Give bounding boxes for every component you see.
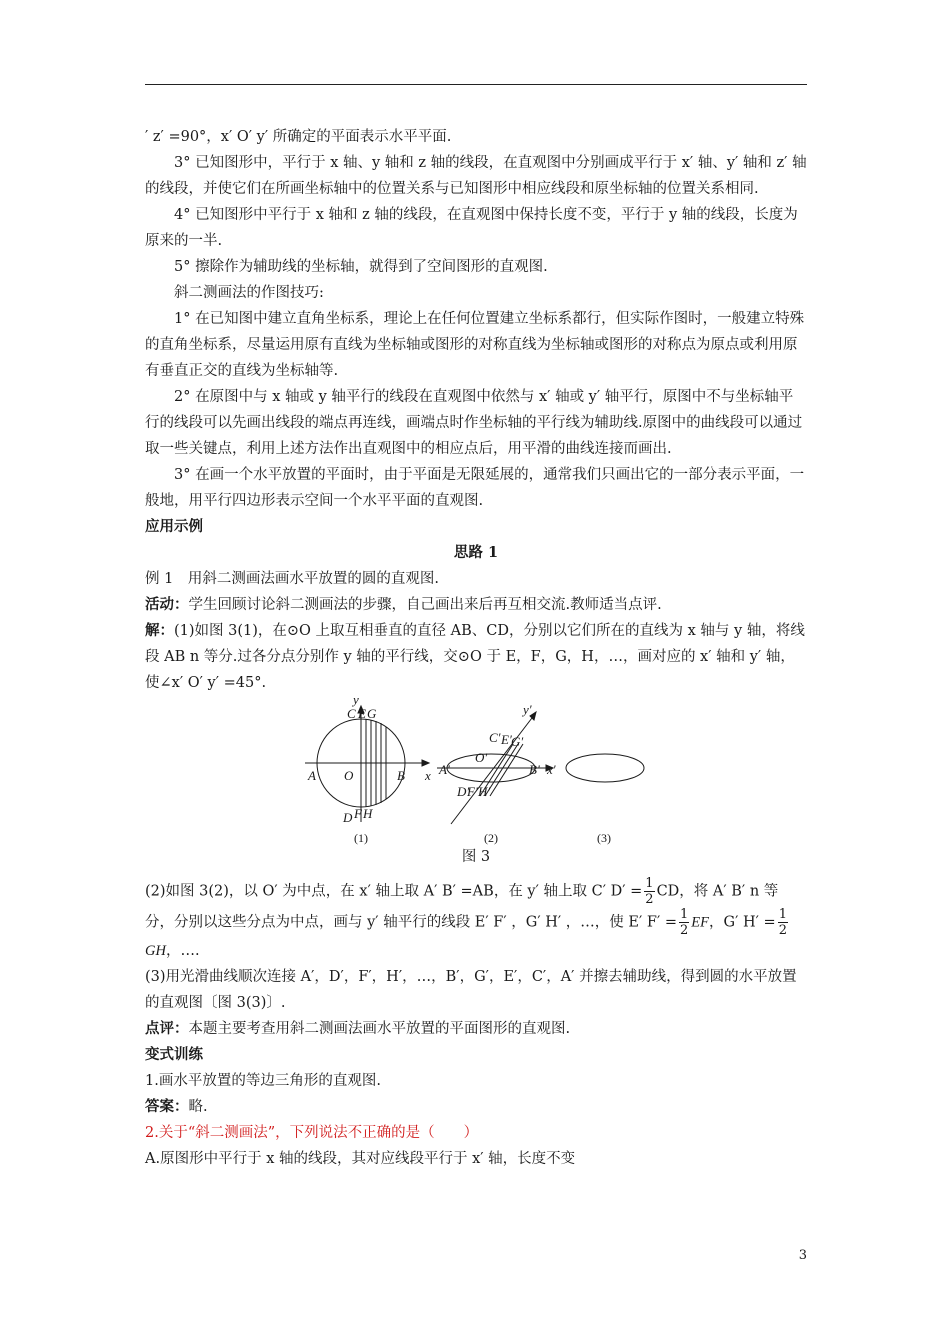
option-a: A.原图形中平行于 x 轴的线段，其对应线段平行于 x′ 轴，长度不变 xyxy=(145,1151,576,1167)
review-text: 本题主要考查用斜二测画法画水平放置的平面图形的直观图. xyxy=(188,1021,571,1037)
label-C: C xyxy=(347,706,356,721)
fraction-numerator: 1 xyxy=(680,907,689,922)
label-E-prime: E′ xyxy=(501,732,512,747)
exercise-2: 2.关于“斜二测画法”，下列说法不正确的是（ ） xyxy=(145,1125,479,1141)
label-y-prime: y′ xyxy=(523,702,532,717)
solution-step-1: (1)如图 3(1)，在⊙O 上取互相垂直的直径 AB、CD，分别以它们所在的直线为 x 轴与 y 轴，将线段 AB n 等分.过各分点分别作 y 轴的平行线，交⊙O 于 E，F，G，H，…，画对应的 x′ 轴和 y′ 轴，使∠x′ O′ y′ =45°. xyxy=(145,623,805,691)
paragraph: 4° 已知图形中平行于 x 轴和 z 轴的线段，在直观图中保持长度不变，平行于 y 轴的线段，长度为原来的一半. xyxy=(145,207,798,249)
figure-caption: 图 3 xyxy=(461,849,491,865)
label-G: G xyxy=(367,706,377,721)
label-O-prime: O′ xyxy=(475,750,488,765)
activity-text: 学生回顾讨论斜二测画法的步骤，自己画出来后再互相交流.教师适当点评. xyxy=(188,597,662,613)
section-heading-application: 应用示例 xyxy=(145,518,203,535)
subsection-heading-idea: 思路 1 xyxy=(453,544,499,561)
fraction-numerator: 1 xyxy=(778,907,787,922)
figure-panel-2-labels xyxy=(438,702,556,845)
exercise-1: 1.画水平放置的等边三角形的直观图. xyxy=(145,1073,381,1089)
math-EF: EF xyxy=(691,914,709,931)
paragraph: 1° 在已知图中建立直角坐标系，理论上在任何位置建立坐标系都行，但实际作图时，一般建立特殊的直角坐标系，尽量运用原有直线为坐标轴或图形的对称直线为坐标轴或图形的对称点为原点或利用原有垂直正交的直线为坐标轴等. xyxy=(145,311,805,379)
solution-step-2-text: ，G′ H′ = xyxy=(709,914,776,931)
figure-3-svg xyxy=(145,692,807,845)
fraction-one-half xyxy=(679,907,689,938)
label-B-prime: B′ xyxy=(529,762,540,777)
figure-panel-1 xyxy=(305,706,429,822)
label-O: O xyxy=(344,768,354,783)
paragraph: 2° 在原图中与 x 轴或 y 轴平行的线段在直观图中依然与 x′ 轴或 y′ 轴平行，原图中不与坐标轴平行的线段可以先画出线段的端点再连线，画端点时作坐标轴的平行线为辅助线.原图中的曲线段可以通过取一些关键点，利用上述方法作出直观图中的相应点后，用平滑的曲线连接而画出. xyxy=(145,389,803,457)
caption-panel-1: (1) xyxy=(354,831,368,845)
figure-panel-3 xyxy=(566,754,644,782)
label-B: B xyxy=(397,768,405,783)
label-A-prime: A′ xyxy=(439,762,450,777)
activity-label: 活动： xyxy=(145,596,189,613)
answer-paragraph xyxy=(145,1094,807,1120)
figure-3 xyxy=(145,692,807,845)
paragraph: 3° 已知图形中，平行于 x 轴、y 轴和 z 轴的线段，在直观图中分别画成平行于 x′ 轴、y′ 轴和 z′ 轴的线段，并使它们在所画坐标轴中的位置关系与已知图形中相应线段和原坐标轴的位置关系相同. xyxy=(145,155,807,197)
ellipse-result xyxy=(566,754,644,782)
solution-step-3: (3)用光滑曲线顺次连接 A′，D′，F′，H′，…，B′，G′，E′，C′，A′ 并擦去辅助线，得到圆的水平放置的直观图〔图 3(3)〕. xyxy=(145,969,797,1011)
math-GH: GH xyxy=(145,943,166,959)
fraction-numerator: 1 xyxy=(645,876,654,891)
example-title: 例 1 用斜二测画法画水平放置的圆的直观图. xyxy=(145,571,439,587)
solution-step-2-text: ，…. xyxy=(165,943,200,959)
header-rule xyxy=(145,84,807,85)
caption-panel-3: (3) xyxy=(597,831,611,845)
label-F-prime: F′ xyxy=(467,784,478,799)
page-number: 3 xyxy=(798,1248,807,1263)
solution-paragraph xyxy=(145,618,807,696)
label-D: D xyxy=(343,810,353,825)
fraction-one-half xyxy=(644,876,654,907)
fraction-denominator: 2 xyxy=(645,892,654,907)
section-heading-variation: 变式训练 xyxy=(145,1046,203,1063)
answer-label: 答案： xyxy=(145,1098,189,1115)
activity-paragraph xyxy=(145,592,807,618)
fraction-one-half xyxy=(778,907,788,938)
review-paragraph xyxy=(145,1016,807,1042)
text-line: ′ z′ =90°，x′ O′ y′ 所确定的平面表示水平平面. xyxy=(145,129,452,145)
answer-text: 略. xyxy=(188,1099,208,1115)
label-F: F xyxy=(354,806,362,821)
label-A: A xyxy=(308,768,316,783)
solution-step-2 xyxy=(145,876,807,964)
x-axis-arrow xyxy=(422,760,429,766)
label-D-prime: D′ xyxy=(457,784,470,799)
solution-label: 解： xyxy=(145,622,174,639)
label-E: E xyxy=(358,706,366,721)
label-H-prime: H′ xyxy=(478,784,491,799)
paragraph: 5° 擦除作为辅助线的坐标轴，就得到了空间图形的直观图. xyxy=(174,259,548,275)
caption-panel-2: (2) xyxy=(484,831,498,845)
figure-panel-1-labels xyxy=(307,692,431,845)
paragraph: 3° 在画一个水平放置的平面时，由于平面是无限延展的，通常我们只画出它的一部分表示平面，一般地，用平行四边形表示空间一个水平平面的直观图. xyxy=(145,467,805,509)
fraction-denominator: 2 xyxy=(778,923,787,938)
fraction-denominator: 2 xyxy=(680,923,689,938)
label-G-prime: G′ xyxy=(511,734,524,749)
label-x: x xyxy=(425,768,431,783)
solution-step-2-text: CD，将 A′ B′ n 等分，分别以这些分点为中点，画与 y′ 轴平行的线段 E′ F′ ，G′ H′ ，…，使 E′ F′ = xyxy=(145,883,779,931)
paragraph: 斜二测画法的作图技巧: xyxy=(174,285,324,301)
review-label: 点评： xyxy=(145,1020,189,1037)
page-content xyxy=(145,124,807,1172)
solution-step-2-text: (2)如图 3(2)，以 O′ 为中点，在 x′ 轴上取 A′ B′ =AB，在 y′ 轴上取 C′ D′ = xyxy=(145,883,643,900)
label-x-prime: x′ xyxy=(547,762,556,777)
label-H: H xyxy=(363,806,373,821)
label-C-prime: C′ xyxy=(489,730,501,745)
label-y: y xyxy=(353,692,359,707)
